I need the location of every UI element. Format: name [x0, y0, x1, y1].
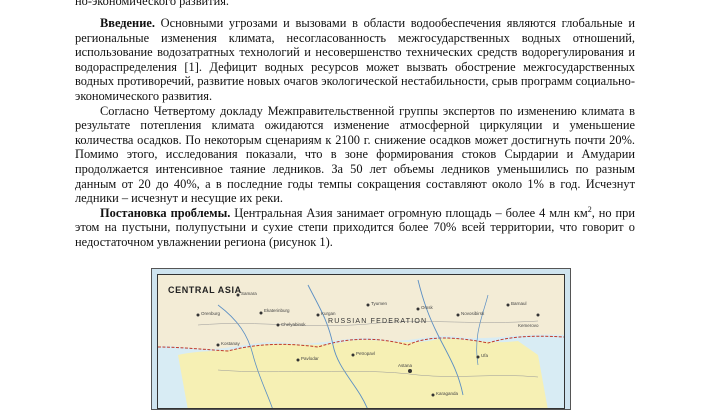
city-label-9: Petropavl [356, 351, 376, 356]
city-dot-7 [507, 304, 510, 307]
city-label-3: Kurgan [321, 311, 336, 316]
city-dot-4 [367, 304, 370, 307]
climate-paragraph: Согласно Четвертому докладу Межправительственной группы экспертов по изменению климата в результате потепления климата ожидаются изменение атмосферной циркуляции и уменьшение количества осадков. По некоторым сценариям к 2100 г. снижение осадков может достигнуть почти 20%. Помимо этого, исследования показали, что в зоне формирования стоков Сырдарии и Амударии продолжается интенсивное таяние ледников. За 50 лет объемы ледников уменьшились по разным данным от 20 до 40%, а в последние годы темпы сокращения составляют около 1% в год. Исчезнут ледники – исчезнут и несущие их реки. [75, 103, 635, 206]
figure-1-map [151, 268, 571, 410]
city-dot-15 [477, 356, 480, 359]
city-label-4: Tyumen [371, 301, 388, 306]
city-label-15: Ufa [481, 353, 489, 358]
previous-paragraph-fragment: но-экономического развития. [75, 0, 230, 8]
problem-heading: Постановка проблемы. [100, 205, 231, 220]
city-dot-3 [317, 314, 320, 317]
map-region-label: RUSSIAN FEDERATION [328, 318, 428, 325]
city-label-7: Barnaul [511, 301, 527, 306]
city-label-16: Kemerovo [518, 323, 539, 328]
problem-text-2: , но при этом на пустыни, полупустыни и сухие степи приходится более 70% всей территории, что говорит о недостаточном увлажнении региона (рисунок 1). [75, 205, 635, 249]
city-dot-12 [217, 344, 220, 347]
city-dot-1 [260, 312, 263, 315]
city-dot-16 [537, 314, 540, 317]
city-label-5: Omsk [421, 305, 433, 310]
city-label-14: Samara [241, 291, 257, 296]
city-label-6: Novosibirsk [461, 311, 485, 316]
city-label-11: Karaganda [436, 391, 459, 396]
city-dot-11 [432, 394, 435, 397]
map-frame [157, 274, 565, 409]
city-dot-9 [352, 354, 355, 357]
article-body [75, 16, 635, 250]
city-dot-13 [197, 314, 200, 317]
city-dot-10 [408, 369, 412, 373]
city-dot-6 [457, 314, 460, 317]
city-label-10: Astana [398, 363, 413, 368]
city-dot-2 [277, 324, 280, 327]
city-label-12: Kostanay [221, 341, 240, 346]
city-label-8: Pavlodar [301, 356, 319, 361]
intro-text: Основными угрозами и вызовами в области водообеспечения являются глобальные и региональные изменения климата, несогласованность межгосударственных водных отношений, использование водозатратных технологий и несовершенство технических средств водорегулирования и водораспределения [1]. Дефицит водных ресурсов может вызвать обострение межгосударственных водных противоречий, развитие новых очагов экологической нестабильности, срыв программ социально-экономического развития. [75, 16, 635, 103]
city-label-2: Chelyabinsk [281, 322, 306, 327]
city-label-13: Orenburg [201, 311, 221, 316]
problem-paragraph [75, 206, 635, 250]
map-title: CENTRAL ASIA [168, 285, 242, 295]
area-superscript: 2 [587, 204, 592, 214]
central-asia-map [158, 275, 564, 409]
city-dot-8 [297, 359, 300, 362]
problem-text-1: Центральная Азия занимает огромную площадь – более 4 млн км [230, 205, 588, 220]
intro-paragraph [75, 16, 635, 104]
city-label-1: Ekaterinburg [264, 308, 290, 313]
city-dot-5 [417, 308, 420, 311]
intro-heading: Введение. [100, 16, 155, 30]
